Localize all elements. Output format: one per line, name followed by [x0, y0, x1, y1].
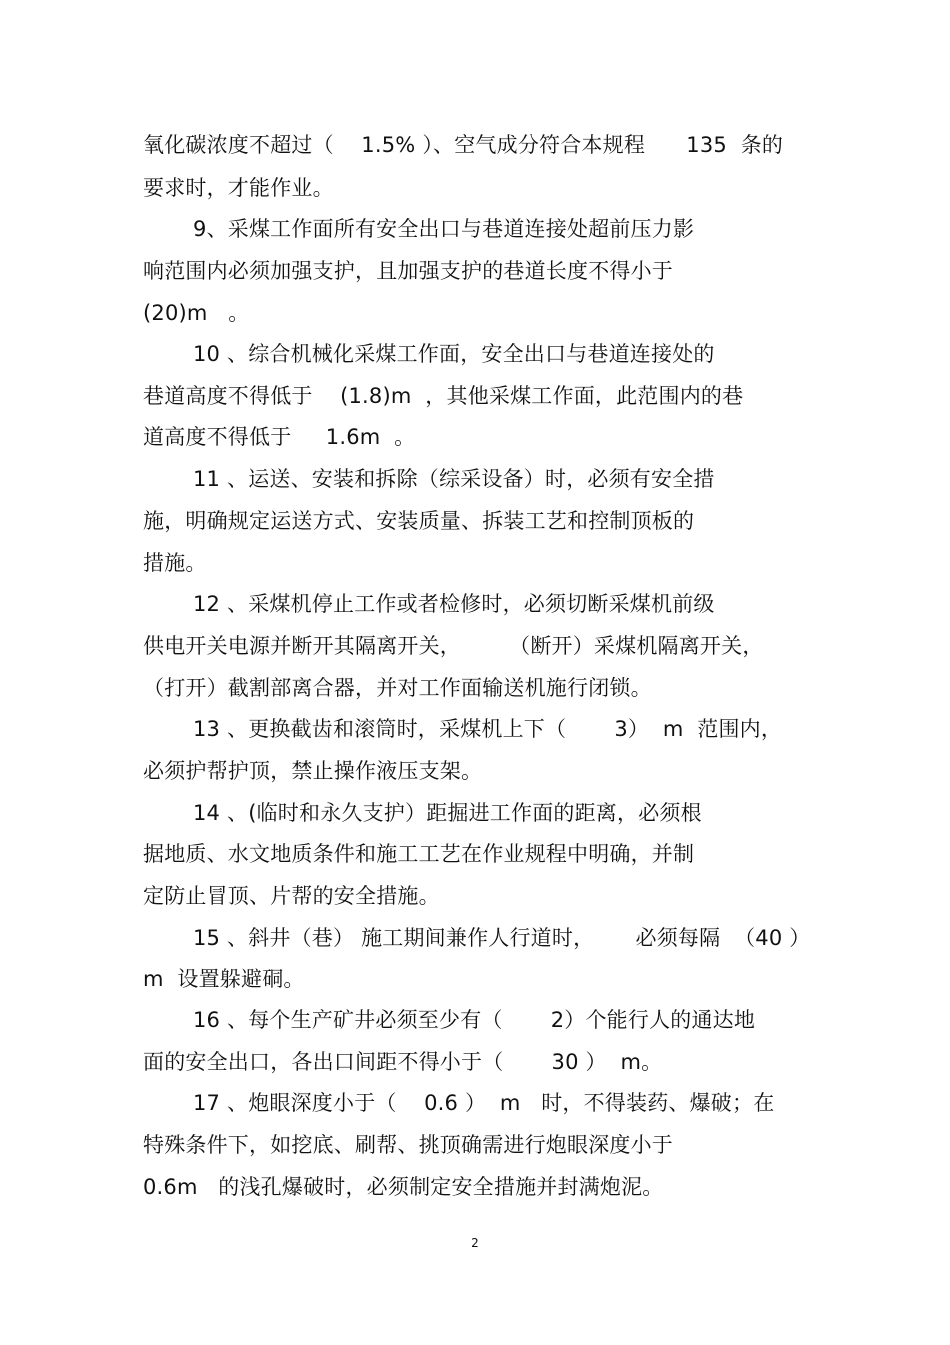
text-line: 响范围内必须加强支护，且加强支护的巷道长度不得小于 [143, 259, 673, 283]
text-line: 14 、(临时和永久支护）距掘进工作面的距离，必须根 [193, 801, 702, 825]
text-line: 11 、运送、安装和拆除（综采设备）时，必须有安全措 [193, 467, 715, 491]
text-line: 13 、更换截齿和滚筒时，采煤机上下（ 3） m 范围内， [193, 717, 783, 741]
text-line: 12 、采煤机停止工作或者检修时，必须切断采煤机前级 [193, 592, 715, 616]
text-line: 必须护帮护顶，禁止操作液压支架。 [143, 759, 483, 783]
text-line: 特殊条件下，如挖底、刷帮、挑顶确需进行炮眼深度小于 [143, 1133, 673, 1157]
text-line: 9、采煤工作面所有安全出口与巷道连接处超前压力影 [193, 217, 695, 241]
text-line: 10 、综合机械化采煤工作面，安全出口与巷道连接处的 [193, 342, 715, 366]
text-line: （打开）截割部离合器，并对工作面输送机施行闭锁。 [143, 676, 652, 700]
page-number: 2 [471, 1236, 479, 1250]
text-line: 面的安全出口，各出口间距不得小于（ 30 ） m。 [143, 1050, 663, 1074]
text-line: 15 、斜井（巷） 施工期间兼作人行道时， 必须每隔 （40 ） [193, 926, 811, 950]
text-line: 16 、每个生产矿井必须至少有（ 2）个能行人的通达地 [193, 1008, 756, 1032]
text-line: m 设置躲避硐。 [143, 967, 305, 991]
text-line: 巷道高度不得低于 (1.8)m ，其他采煤工作面，此范围内的巷 [143, 384, 744, 408]
text-line: 0.6m 的浅孔爆破时，必须制定安全措施并封满炮泥。 [143, 1175, 664, 1199]
text-line: 17 、炮眼深度小于（ 0.6 ） m 时，不得装药、爆破；在 [193, 1091, 775, 1115]
text-line: 氧化碳浓度不超过（ 1.5% ）、空气成分符合本规程 135 条的 [143, 133, 784, 157]
text-line: 要求时，才能作业。 [143, 176, 334, 200]
text-line: 道高度不得低于 1.6m 。 [143, 425, 416, 449]
text-line: 供电开关电源并断开其隔离开关， （断开）采煤机隔离开关， [143, 634, 764, 658]
text-line: 据地质、水文地质条件和施工工艺在作业规程中明确，并制 [143, 842, 695, 866]
text-line: 施，明确规定运送方式、安装质量、拆装工艺和控制顶板的 [143, 509, 695, 533]
text-line: (20)m 。 [143, 301, 250, 325]
text-line: 措施。 [143, 551, 207, 575]
text-line: 定防止冒顶、片帮的安全措施。 [143, 884, 440, 908]
